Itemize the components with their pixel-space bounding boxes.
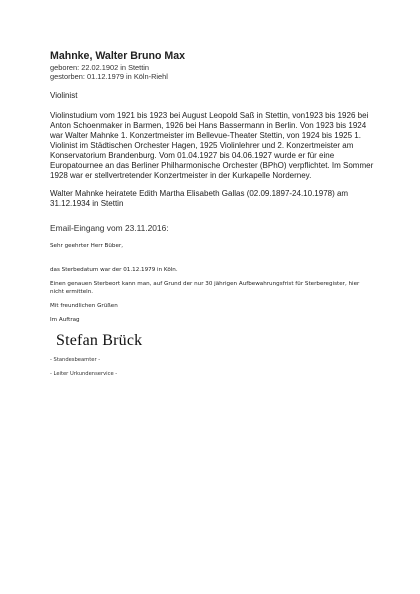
email-on-behalf: Im Auftrag bbox=[50, 317, 80, 324]
signature-name: Stefan Brück bbox=[56, 332, 143, 350]
signature-role-registrar: - Standesbeamter - bbox=[50, 357, 101, 364]
birth-info: geboren: 22.02.1902 in Stettin bbox=[50, 63, 150, 72]
document-page bbox=[50, 50, 380, 378]
email-header: Email-Eingang vom 23.11.2016: bbox=[50, 223, 169, 234]
marriage-paragraph: Walter Mahnke heiratete Edith Martha Elisabeth Gallas (02.09.1897-24.10.1978) am 31.12.1934 in Stettin bbox=[50, 189, 349, 209]
email-line-death-date: das Sterbedatum war der 01.12.1979 in Köln. bbox=[50, 267, 178, 274]
death-info: gestorben: 01.12.1979 in Köln-Riehl bbox=[50, 72, 168, 82]
biography-paragraph: Violinstudium vom 1921 bis 1923 bei August Leopold Saß in Stettin, von1923 bis 1926 bei Anton Schoenmaker in Barmen, 1926 bei Hans Bassermann in Berlin. Von 1923 bis 1924 war Walter Mahnke 1. Konzertmeister im Bellevue-Theater Stettin, von 1924 bis 1925 1. Violinist im Städtischen Orchester Hagen, 1925 Violinlehrer und 2. Konzertmeister am Konservatorium Brandenburg. Vom 01.04.1927 bis 04.06.1927 wurde er für eine Europatournee an das Berliner Philharmonische Orchester (BPhO) verpflichtet. Im Sommer 1928 war er stellvertretender Konzertmeister in der Kurkapelle Norderney. bbox=[50, 111, 374, 181]
email-closing: Mit freundlichen Grüßen bbox=[50, 303, 118, 310]
email-greeting: Sehr geehrter Herr Büber, bbox=[50, 243, 123, 250]
person-name-title: Mahnke, Walter Bruno Max bbox=[50, 50, 185, 62]
signature-role-records: - Leiter Urkundenservice - bbox=[50, 371, 118, 378]
email-line-death-place: Einen genauen Sterbeort kann man, auf Grund der nur 30 jährigen Aufbewahrungsfrist für Sterberegister, hier nicht ermitteln. bbox=[50, 281, 360, 296]
profession: Violinist bbox=[50, 91, 78, 101]
